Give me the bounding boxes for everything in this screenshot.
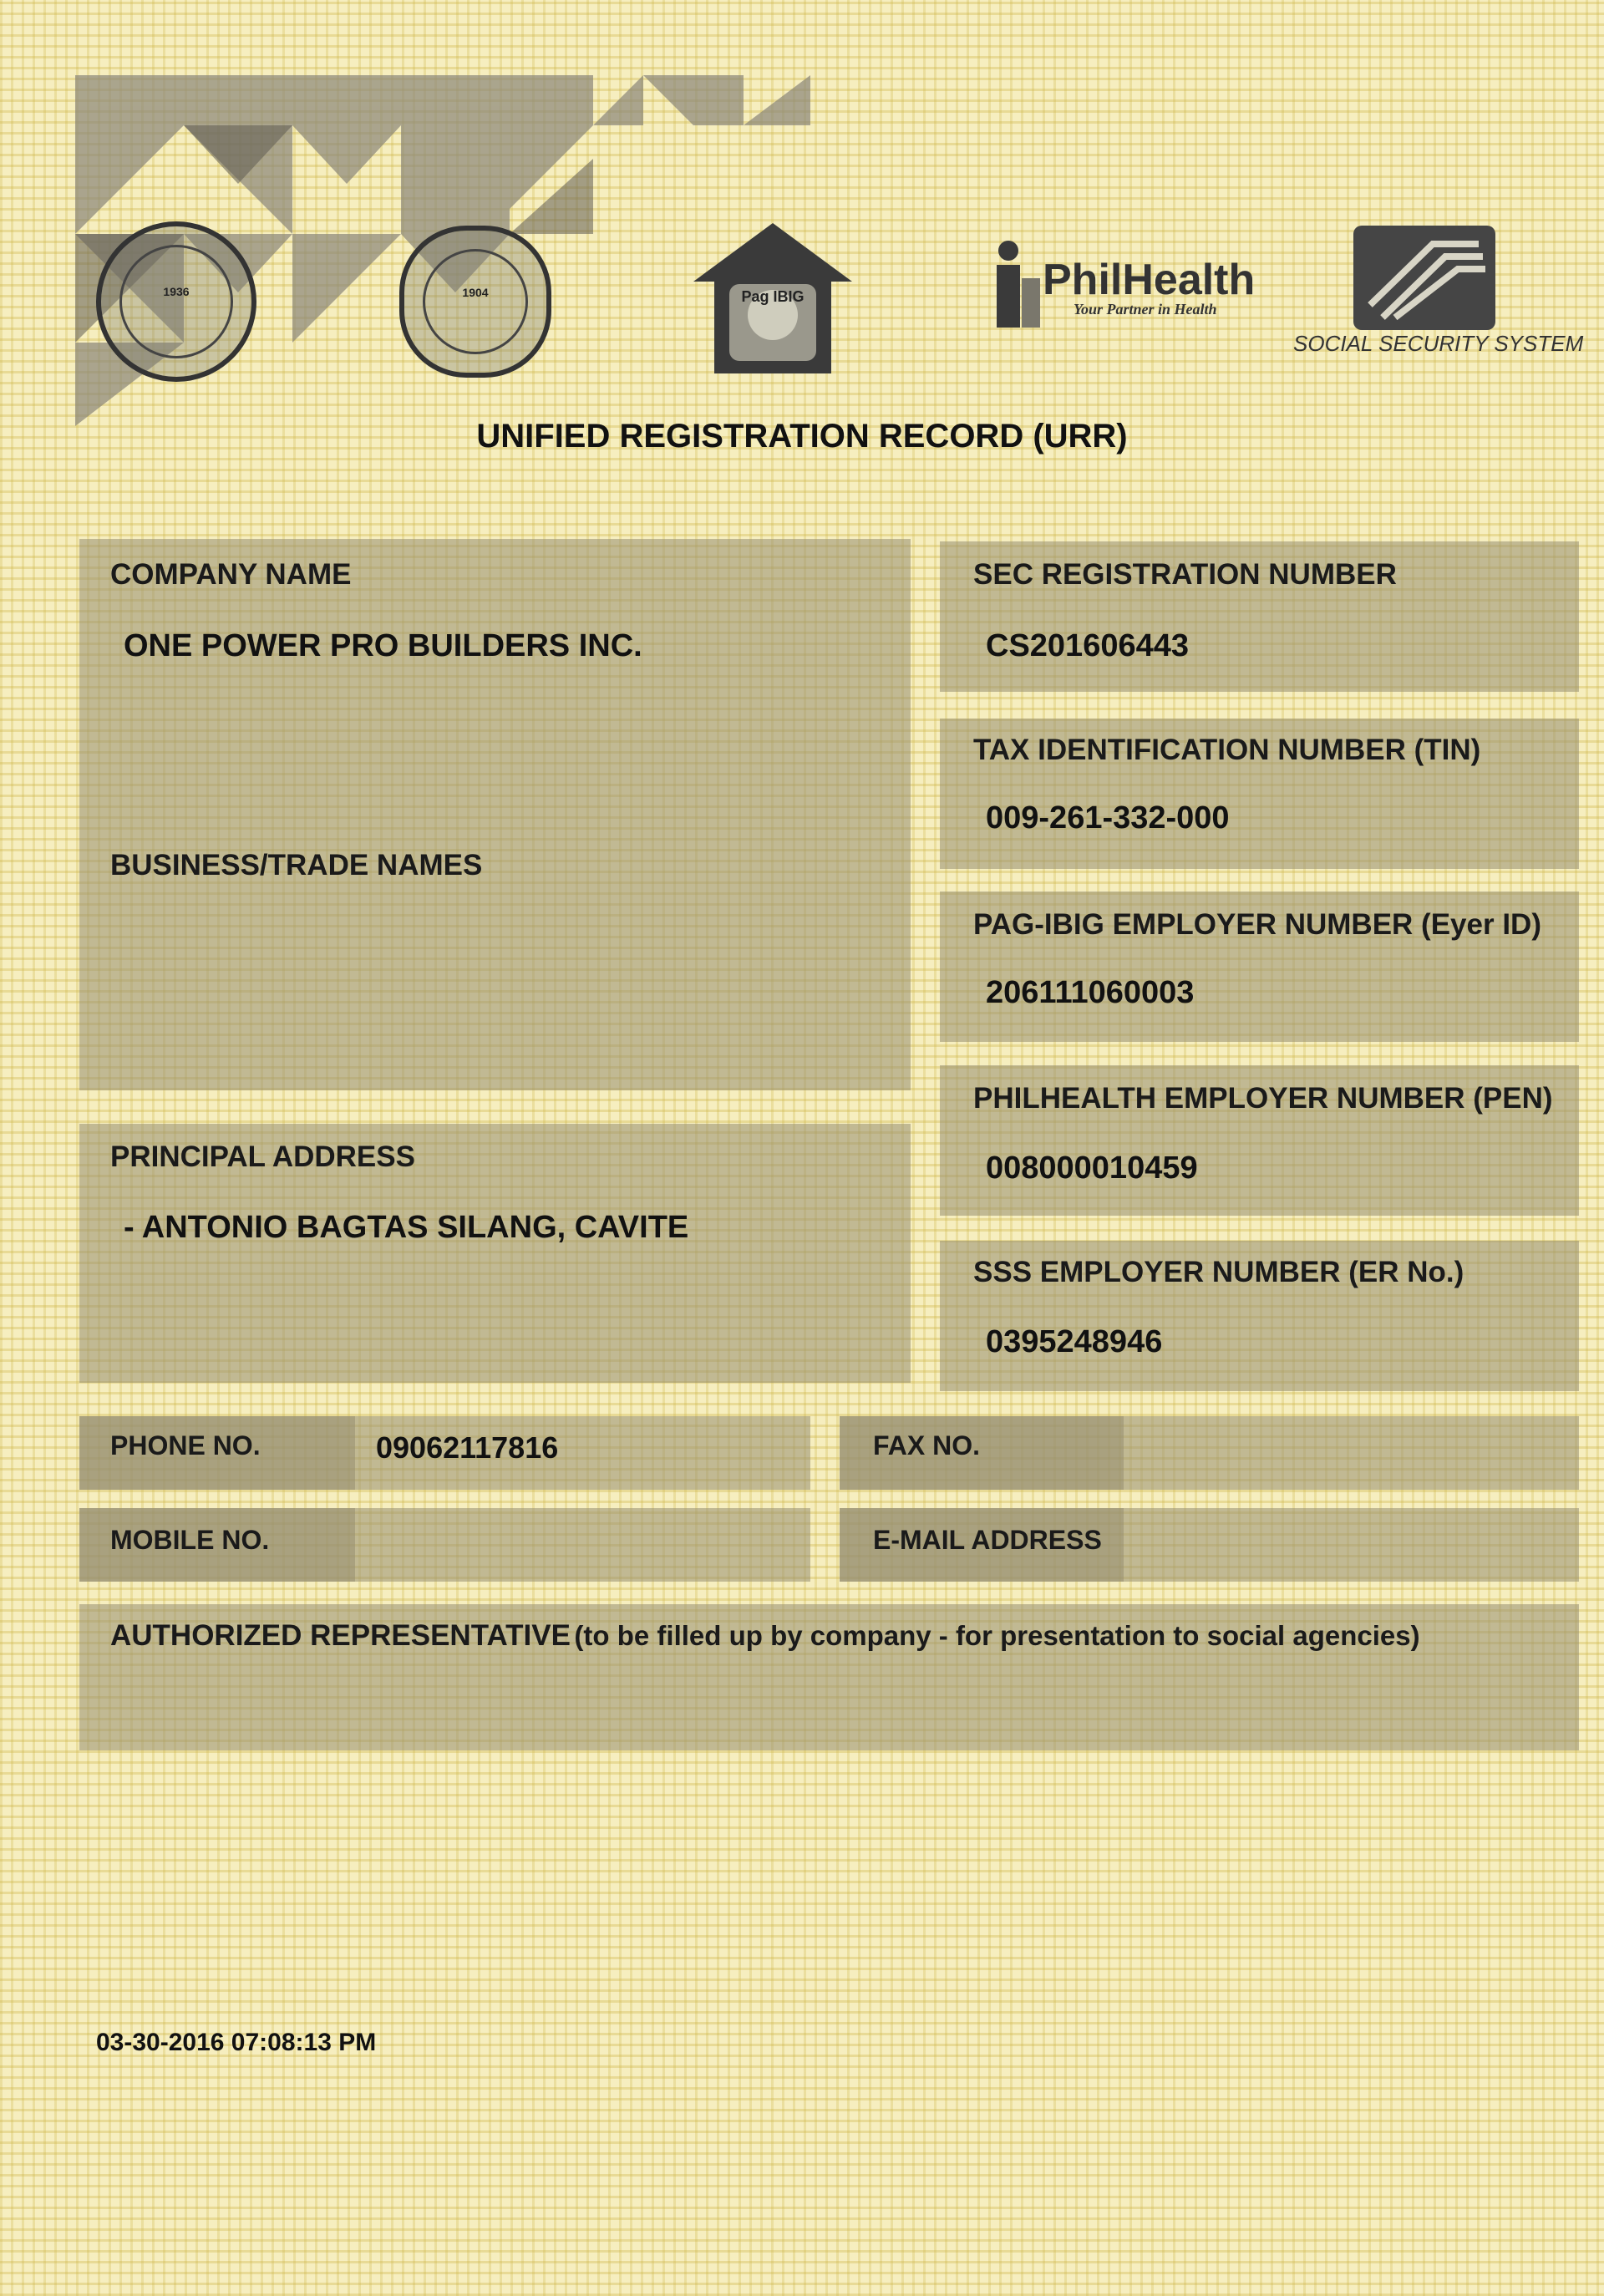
principal-address-label: PRINCIPAL ADDRESS <box>110 1140 415 1173</box>
philhealth-tagline: Your Partner in Health <box>1074 301 1217 317</box>
authorized-rep-note: (to be filled up by company - for presentation to social agencies) <box>574 1620 1420 1651</box>
sss-logo-icon <box>1353 226 1495 330</box>
company-name-value: ONE POWER PRO BUILDERS INC. <box>124 628 642 663</box>
authorized-rep-label: AUTHORIZED REPRESENTATIVE <box>110 1619 571 1652</box>
timestamp: 03-30-2016 07:08:13 PM <box>96 2029 377 2056</box>
philhealth-logo-icon <box>990 238 1044 330</box>
business-trade-names-label: BUSINESS/TRADE NAMES <box>110 849 483 881</box>
philhealth-employer-value: 008000010459 <box>986 1151 1198 1186</box>
sss-name: SOCIAL SECURITY SYSTEM <box>1293 331 1584 356</box>
sec-registration-value: CS201606443 <box>986 628 1189 663</box>
sec-seal-icon: 1936 <box>96 221 256 382</box>
philhealth-name: PhilHealth <box>1043 256 1256 304</box>
fax-label: FAX NO. <box>873 1430 981 1460</box>
pagibig-logo-text: Pag IBIG <box>741 288 805 305</box>
philhealth-employer-label: PHILHEALTH EMPLOYER NUMBER (PEN) <box>973 1082 1553 1115</box>
tin-value: 009-261-332-000 <box>986 800 1230 836</box>
tin-label: TAX IDENTIFICATION NUMBER (TIN) <box>973 734 1481 766</box>
email-label: E-MAIL ADDRESS <box>873 1525 1102 1555</box>
principal-address-value: - ANTONIO BAGTAS SILANG, CAVITE <box>124 1210 689 1245</box>
sss-employer-value: 0395248946 <box>986 1324 1163 1359</box>
sec-registration-label: SEC REGISTRATION NUMBER <box>973 558 1397 591</box>
sss-employer-label: SSS EMPLOYER NUMBER (ER No.) <box>973 1256 1464 1288</box>
document-title: UNIFIED REGISTRATION RECORD (URR) <box>476 418 1128 455</box>
phone-value: 09062117816 <box>376 1430 559 1465</box>
bir-seal-icon: 1904 <box>399 226 551 378</box>
pagibig-employer-label: PAG-IBIG EMPLOYER NUMBER (Eyer ID) <box>973 908 1541 941</box>
phone-label: PHONE NO. <box>110 1430 261 1460</box>
pagibig-employer-value: 206111060003 <box>986 975 1195 1010</box>
authorized-rep-label-row <box>110 1619 1420 1653</box>
company-name-label: COMPANY NAME <box>110 558 352 591</box>
mobile-label: MOBILE NO. <box>110 1525 270 1555</box>
